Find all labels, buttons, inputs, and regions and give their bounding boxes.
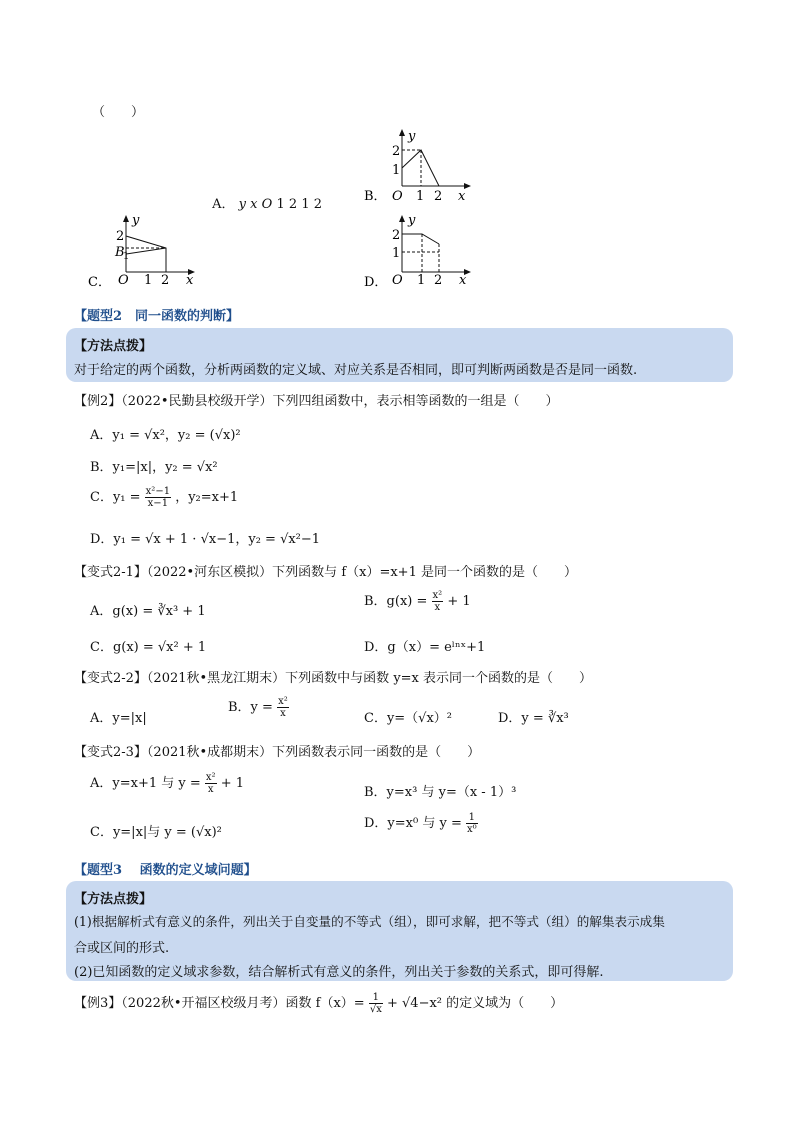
graph-c-ytick2: 2 — [116, 229, 125, 244]
graph-a-ytick1: 1 — [301, 197, 310, 212]
graph-d-origin: O — [392, 273, 403, 288]
graph-b-svg — [364, 128, 484, 208]
section2-method-text: 对于给定的两个函数，分析两函数的定义域、对应关系是否相同，即可判断两函数是否是同一函数. — [74, 363, 638, 378]
section3-method-line2: 合或区间的形式. — [74, 941, 170, 956]
var21-option-b[interactable] — [364, 590, 471, 613]
var22-option-d[interactable]: D．y = ∛x³ — [498, 711, 569, 726]
ex3-stem — [74, 992, 563, 1015]
var22-option-c[interactable]: C．y=（√x）² — [364, 711, 453, 726]
var23-a-pre: A．y=x+1 与 y = — [90, 776, 201, 791]
ex2-option-c[interactable] — [90, 486, 238, 509]
graph-b-origin: O — [392, 189, 403, 204]
section2-method-box — [66, 328, 733, 382]
var21-b-fraction — [432, 590, 444, 613]
ex2-option-b[interactable]: B．y₁=|x|，y₂ = √x² — [90, 460, 218, 475]
var23-option-c[interactable]: C．y=|x|与 y = (√x)² — [90, 825, 222, 840]
var23-a-num: x² — [205, 772, 216, 783]
section3-method-line1: (1)根据解析式有意义的条件，列出关于自变量的不等式（组），即可求解，把不等式（组）的解集表示成集 — [74, 914, 665, 929]
graph-a-ytick2: 2 — [313, 197, 323, 212]
ex3-num: 1 — [369, 992, 383, 1004]
graph-d-ytick1: 1 — [392, 246, 401, 261]
var23-option-d[interactable] — [364, 812, 478, 835]
graph-c-point-b: B — [115, 245, 125, 260]
var22-b-fraction — [277, 696, 289, 719]
ex2-option-a[interactable]: A．y₁ = √x²，y₂ = (√x)² — [90, 428, 241, 443]
var21-b-pre: B．g(x) = — [364, 594, 428, 609]
section2-method-title: 【方法点拨】 — [74, 339, 153, 354]
var22-b-num: x² — [278, 696, 288, 707]
var23-d-pre: D．y=x⁰ 与 y = — [364, 816, 462, 831]
var21-stem: 【变式2-1】（2022•河东区模拟）下列函数与 f（x）=x+1 是同一个函数的是（ ） — [74, 565, 577, 580]
graph-c-ylabel: y — [132, 213, 140, 228]
graph-a-tick1: 1 — [276, 197, 285, 212]
graph-d-xlabel: x — [459, 273, 467, 288]
graph-c-tick1: 1 — [144, 273, 153, 288]
var23-d-fraction — [466, 812, 478, 835]
var21-b-den: x — [434, 602, 441, 613]
graph-c-letter: C． — [88, 275, 111, 290]
var22-b-den: x — [280, 708, 286, 719]
section3-method-line3: (2)已知函数的定义域求参数，结合解析式有意义的条件，列出关于参数的关系式，即可得解. — [74, 965, 604, 980]
ex2-stem: 【例2】（2022•民勤县校级开学）下列四组函数中，表示相等函数的一组是（ ） — [74, 394, 559, 409]
graph-a-ylabel: y — [238, 197, 247, 212]
var23-d-num: 1 — [466, 812, 478, 824]
graph-option-d[interactable] — [364, 212, 484, 296]
var21-option-d[interactable]: D．g（x）= eˡⁿˣ+1 — [364, 640, 486, 655]
graph-a-svg — [88, 128, 208, 208]
ex3-stem-post: + √4−x² 的定义域为（ ） — [387, 996, 564, 1011]
var23-a-den: x — [207, 784, 214, 795]
graph-c-tick2: 2 — [161, 273, 170, 288]
graph-option-a[interactable] — [88, 128, 322, 212]
var23-option-b[interactable]: B．y=x³ 与 y=（x - 1）³ — [364, 785, 517, 800]
graph-option-c[interactable] — [88, 212, 208, 296]
answer-paren: （ ） — [92, 105, 145, 120]
var23-option-a[interactable] — [90, 772, 244, 795]
var23-a-post: + 1 — [220, 776, 244, 791]
var23-d-den: x⁰ — [466, 824, 477, 835]
graph-d-tick1: 1 — [417, 273, 426, 288]
graph-a-xlabel: x — [250, 197, 258, 212]
graph-c-svg — [88, 212, 208, 292]
var22-option-a[interactable]: A．y=|x| — [90, 711, 147, 726]
graph-d-tick2: 2 — [434, 273, 443, 288]
section3-method-title: 【方法点拨】 — [74, 892, 153, 907]
var22-option-b[interactable] — [228, 696, 289, 719]
var22-b-pre: B．y = — [228, 700, 273, 715]
var22-stem: 【变式2-2】（2021秋•黑龙江期末）下列函数中与函数 y=x 表示同一个函数的是（ ） — [74, 671, 593, 686]
ex2-c-den: x−1 — [147, 498, 169, 509]
graph-c-origin: O — [118, 273, 129, 288]
graph-b-ylabel: y — [408, 129, 416, 144]
graph-d-letter: D． — [364, 275, 388, 290]
graph-b-ytick1: 1 — [392, 163, 401, 178]
graph-b-xlabel: x — [458, 189, 466, 204]
graph-a-letter: A． — [212, 197, 235, 212]
ex3-den: √x — [369, 1004, 382, 1015]
ex3-fraction — [369, 992, 383, 1015]
graph-d-ylabel: y — [408, 213, 416, 228]
graph-a-tick2: 2 — [288, 197, 298, 212]
ex2-option-d[interactable]: D．y₁ = √x + 1 · √x−1，y₂ = √x²−1 — [90, 532, 321, 547]
ex2-c-post: ，y₂=x+1 — [175, 490, 239, 505]
graph-b-letter: B． — [364, 189, 387, 204]
graph-b-tick2: 2 — [434, 189, 443, 204]
section3-method-box — [66, 881, 733, 981]
graph-b-tick1: 1 — [416, 189, 425, 204]
graph-option-b[interactable] — [364, 128, 484, 212]
ex2-c-fraction — [145, 486, 171, 509]
graph-b-ytick2: 2 — [392, 144, 401, 159]
var23-a-fraction — [205, 772, 217, 795]
var21-b-post: + 1 — [447, 594, 471, 609]
section3-title: 【题型3 函数的定义域问题】 — [74, 863, 257, 878]
ex3-stem-pre: 【例3】（2022秋•开福区校级月考）函数 f（x）= — [74, 996, 365, 1011]
var21-option-c[interactable]: C．g(x) = √x² + 1 — [90, 640, 207, 655]
section2-title: 【题型2 同一函数的判断】 — [74, 309, 240, 324]
var21-b-num: x² — [432, 590, 443, 601]
ex2-c-num: x²−1 — [145, 486, 171, 497]
var21-option-a[interactable]: A．g(x) = ∛x³ + 1 — [90, 604, 206, 619]
graph-c-xlabel: x — [186, 273, 194, 288]
graph-d-ytick2: 2 — [392, 228, 401, 243]
graph-c-ytick1: 1 — [123, 251, 130, 262]
ex2-c-pre: C．y₁ = — [90, 490, 141, 505]
graph-a-origin: O — [261, 197, 273, 212]
graph-d-svg — [364, 212, 484, 292]
var23-stem: 【变式2-3】（2021秋•成都期末）下列函数表示同一函数的是（ ） — [74, 745, 481, 760]
